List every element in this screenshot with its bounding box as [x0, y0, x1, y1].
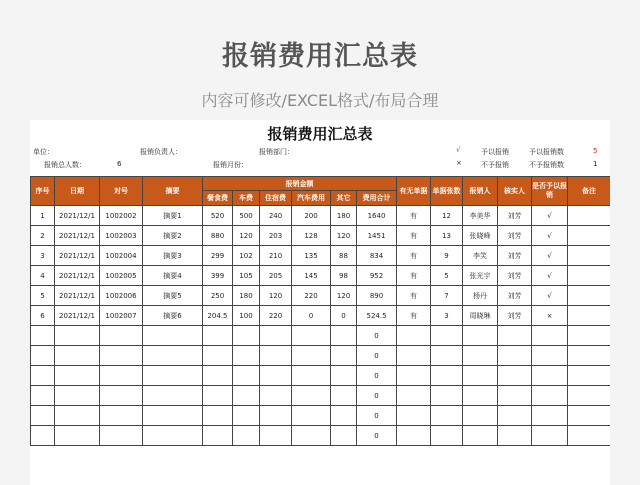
table-cell[interactable]: 1002006: [100, 286, 143, 306]
table-cell[interactable]: 摘要3: [143, 246, 203, 266]
table-cell[interactable]: [568, 206, 610, 226]
table-cell[interactable]: 120: [331, 226, 357, 246]
can-reimburse-count: 5: [593, 147, 598, 155]
table-cell[interactable]: [233, 366, 260, 386]
table-cell[interactable]: 李美华: [463, 206, 498, 226]
table-cell[interactable]: 1: [31, 206, 55, 226]
table-cell[interactable]: [331, 426, 357, 446]
table-cell[interactable]: [397, 386, 431, 406]
table-cell[interactable]: 880: [203, 226, 233, 246]
table-cell[interactable]: 204.5: [203, 306, 233, 326]
table-cell[interactable]: √: [532, 246, 568, 266]
table-cell[interactable]: 张晓峰: [463, 226, 498, 246]
table-cell[interactable]: 摘要5: [143, 286, 203, 306]
table-cell[interactable]: [203, 346, 233, 366]
table-cell[interactable]: 220: [260, 306, 292, 326]
table-cell[interactable]: 2021/12/1: [55, 306, 100, 326]
table-cell[interactable]: 刘芳: [498, 266, 532, 286]
table-cell[interactable]: [31, 426, 55, 446]
table-row: [31, 386, 611, 406]
table-cell[interactable]: [532, 346, 568, 366]
table-cell[interactable]: [498, 346, 532, 366]
table-cell[interactable]: [568, 266, 610, 286]
table-cell[interactable]: [498, 406, 532, 426]
table-cell[interactable]: 520: [203, 206, 233, 226]
table-cell[interactable]: [203, 406, 233, 426]
table-cell[interactable]: [292, 406, 331, 426]
table-cell[interactable]: ×: [532, 306, 568, 326]
table-cell[interactable]: [260, 426, 292, 446]
table-cell[interactable]: [568, 306, 610, 326]
table-cell[interactable]: 杨丹: [463, 286, 498, 306]
table-cell[interactable]: [203, 386, 233, 406]
table-cell[interactable]: 0: [292, 306, 331, 326]
table-cell[interactable]: [431, 346, 463, 366]
table-cell[interactable]: [55, 346, 100, 366]
table-cell[interactable]: [331, 366, 357, 386]
table-cell[interactable]: 1002004: [100, 246, 143, 266]
table-cell[interactable]: 98: [331, 266, 357, 286]
table-row: [31, 266, 611, 286]
table-cell[interactable]: 0: [357, 426, 397, 446]
table-cell[interactable]: [568, 386, 610, 406]
table-cell[interactable]: [292, 386, 331, 406]
table-cell[interactable]: [397, 366, 431, 386]
header-auto: 汽车费用: [292, 191, 331, 206]
table-cell[interactable]: [463, 346, 498, 366]
header-total: 费用合计: [357, 191, 397, 206]
table-cell[interactable]: 1451: [357, 226, 397, 246]
table-cell[interactable]: √: [532, 286, 568, 306]
table-cell[interactable]: [463, 366, 498, 386]
table-cell[interactable]: [463, 406, 498, 426]
table-cell[interactable]: [143, 406, 203, 426]
header-note: 备注: [568, 177, 610, 206]
table-cell[interactable]: [31, 386, 55, 406]
table-cell[interactable]: [233, 386, 260, 406]
table-cell[interactable]: 13: [431, 226, 463, 246]
table-cell[interactable]: [203, 366, 233, 386]
table-cell[interactable]: 2021/12/1: [55, 286, 100, 306]
table-cell[interactable]: 摘要6: [143, 306, 203, 326]
table-cell[interactable]: [55, 386, 100, 406]
table-cell[interactable]: 0: [357, 406, 397, 426]
table-cell[interactable]: [568, 246, 610, 266]
table-cell[interactable]: [498, 426, 532, 446]
table-cell[interactable]: [203, 426, 233, 446]
table-cell[interactable]: [143, 426, 203, 446]
table-cell[interactable]: 524.5: [357, 306, 397, 326]
table-cell[interactable]: 摘要2: [143, 226, 203, 246]
table-cell[interactable]: [143, 346, 203, 366]
table-cell[interactable]: 刘芳: [498, 286, 532, 306]
table-cell[interactable]: [568, 346, 610, 366]
table-cell[interactable]: [31, 366, 55, 386]
table-cell[interactable]: √: [532, 206, 568, 226]
table-cell[interactable]: 203: [260, 226, 292, 246]
month-label: 报销月份：: [213, 161, 248, 169]
header-approved: 是否予以报销: [532, 177, 568, 206]
table-cell[interactable]: [532, 426, 568, 446]
table-cell[interactable]: 220: [292, 286, 331, 306]
table-cell[interactable]: 2021/12/1: [55, 266, 100, 286]
table-row: [31, 246, 611, 266]
table-cell[interactable]: 0: [357, 346, 397, 366]
table-body: [31, 206, 611, 446]
header-meal: 餐食费: [203, 191, 233, 206]
table-cell[interactable]: 6: [31, 306, 55, 326]
unit-label: 单位：: [33, 148, 54, 156]
header-voucher: 对号: [100, 177, 143, 206]
table-cell[interactable]: 周晓琳: [463, 306, 498, 326]
cannot-reimburse-count: 1: [593, 160, 598, 168]
table-cell[interactable]: 有: [397, 206, 431, 226]
page-title: 报销费用汇总表: [222, 41, 418, 72]
table-cell[interactable]: [203, 326, 233, 346]
table-cell[interactable]: 有: [397, 226, 431, 246]
table-cell[interactable]: 128: [292, 226, 331, 246]
table-cell[interactable]: 500: [233, 206, 260, 226]
table-cell[interactable]: 有: [397, 246, 431, 266]
table-cell[interactable]: 210: [260, 246, 292, 266]
table-cell[interactable]: [397, 346, 431, 366]
table-cell[interactable]: 1002002: [100, 206, 143, 226]
header-approver: 核实人: [498, 177, 532, 206]
table-cell[interactable]: [260, 326, 292, 346]
table-cell[interactable]: 有: [397, 306, 431, 326]
total-people-label: 报销总人数：: [44, 161, 86, 169]
table-cell[interactable]: 299: [203, 246, 233, 266]
table-cell[interactable]: [397, 406, 431, 426]
table-cell[interactable]: 刘芳: [498, 206, 532, 226]
owner-label: 报销负责人：: [140, 148, 182, 156]
table-cell[interactable]: 2: [31, 226, 55, 246]
table-cell[interactable]: [431, 426, 463, 446]
table-cell[interactable]: 有: [397, 286, 431, 306]
table-cell[interactable]: [292, 346, 331, 366]
table-cell[interactable]: [568, 326, 610, 346]
table-cell[interactable]: [331, 406, 357, 426]
table-cell[interactable]: 240: [260, 206, 292, 226]
table-cell[interactable]: 张光宇: [463, 266, 498, 286]
table-cell[interactable]: 135: [292, 246, 331, 266]
spreadsheet: [30, 120, 610, 485]
header-seq: 序号: [31, 177, 55, 206]
table-cell[interactable]: [498, 386, 532, 406]
table-cell[interactable]: [292, 366, 331, 386]
table-cell[interactable]: 0: [357, 326, 397, 346]
table-cell[interactable]: [31, 326, 55, 346]
table-cell[interactable]: [31, 346, 55, 366]
table-cell[interactable]: 李笑: [463, 246, 498, 266]
header-amount-group: 报销金额: [203, 177, 397, 191]
table-row: [31, 306, 611, 326]
table-row: [31, 406, 611, 426]
table-cell[interactable]: [31, 406, 55, 426]
table-cell[interactable]: [397, 326, 431, 346]
table-cell[interactable]: 105: [233, 266, 260, 286]
table-cell[interactable]: 88: [331, 246, 357, 266]
table-cell[interactable]: [568, 226, 610, 246]
table-cell[interactable]: [463, 326, 498, 346]
table-cell[interactable]: [100, 326, 143, 346]
table-cell[interactable]: 1002007: [100, 306, 143, 326]
table-cell[interactable]: [331, 386, 357, 406]
table-cell[interactable]: 952: [357, 266, 397, 286]
table-cell[interactable]: [260, 386, 292, 406]
table-cell[interactable]: [532, 406, 568, 426]
table-row: [31, 426, 611, 446]
table-cell[interactable]: 12: [431, 206, 463, 226]
table-cell[interactable]: 834: [357, 246, 397, 266]
table-cell[interactable]: [233, 426, 260, 446]
table-cell[interactable]: 5: [431, 266, 463, 286]
table-cell[interactable]: [532, 386, 568, 406]
table-cell[interactable]: [498, 326, 532, 346]
header-has-receipt: 有无单据: [397, 177, 431, 206]
table-cell[interactable]: 摘要1: [143, 206, 203, 226]
table-cell[interactable]: 摘要4: [143, 266, 203, 286]
table-cell[interactable]: [100, 386, 143, 406]
table-cell[interactable]: 5: [31, 286, 55, 306]
table-cell[interactable]: √: [532, 266, 568, 286]
table-cell[interactable]: [431, 366, 463, 386]
can-reimburse-count-label: 予以报销数: [529, 148, 564, 156]
table-cell[interactable]: [331, 346, 357, 366]
table-cell[interactable]: 200: [292, 206, 331, 226]
table-cell[interactable]: 180: [233, 286, 260, 306]
header-car: 车费: [233, 191, 260, 206]
table-cell[interactable]: [143, 326, 203, 346]
table-row: [31, 366, 611, 386]
table-cell[interactable]: 有: [397, 266, 431, 286]
table-cell[interactable]: 刘芳: [498, 226, 532, 246]
header-date: 日期: [55, 177, 100, 206]
table-cell[interactable]: [568, 406, 610, 426]
cross-mark: ×: [456, 159, 462, 167]
table-cell[interactable]: [463, 386, 498, 406]
table-cell[interactable]: [260, 366, 292, 386]
header-hotel: 住宿费: [260, 191, 292, 206]
table-cell[interactable]: 2021/12/1: [55, 226, 100, 246]
table-cell[interactable]: 0: [357, 366, 397, 386]
table-row: [31, 206, 611, 226]
table-cell[interactable]: 3: [431, 306, 463, 326]
table-cell[interactable]: 7: [431, 286, 463, 306]
table-cell[interactable]: 100: [233, 306, 260, 326]
table-cell[interactable]: [143, 386, 203, 406]
table-cell[interactable]: 120: [260, 286, 292, 306]
header-summary: 摘要: [143, 177, 203, 206]
table-cell[interactable]: 刘芳: [498, 306, 532, 326]
table-cell[interactable]: [100, 406, 143, 426]
cannot-reimburse-count-label: 不予报销数: [529, 161, 564, 169]
table-cell[interactable]: 120: [331, 286, 357, 306]
table-cell[interactable]: 9: [431, 246, 463, 266]
table-cell[interactable]: 2021/12/1: [55, 246, 100, 266]
table-row: [31, 326, 611, 346]
table-cell[interactable]: [100, 346, 143, 366]
table-cell[interactable]: 399: [203, 266, 233, 286]
expense-table: [30, 176, 610, 446]
table-row: [31, 226, 611, 246]
header-receipt-count: 单据张数: [431, 177, 463, 206]
table-cell[interactable]: 890: [357, 286, 397, 306]
table-cell[interactable]: [260, 406, 292, 426]
table-cell[interactable]: 0: [331, 306, 357, 326]
page-subtitle: 内容可修改/EXCEL格式/布局合理: [201, 91, 439, 110]
table-cell[interactable]: [55, 366, 100, 386]
total-people: 6: [117, 160, 122, 168]
table-cell[interactable]: 145: [292, 266, 331, 286]
check-mark: √: [456, 146, 461, 154]
table-cell[interactable]: [100, 426, 143, 446]
table-cell[interactable]: √: [532, 226, 568, 246]
table-cell[interactable]: [568, 286, 610, 306]
header-other: 其它: [331, 191, 357, 206]
table-cell[interactable]: [100, 366, 143, 386]
table-cell[interactable]: [431, 326, 463, 346]
table-cell[interactable]: [233, 326, 260, 346]
table-cell[interactable]: 120: [233, 226, 260, 246]
table-cell[interactable]: 2021/12/1: [55, 206, 100, 226]
table-cell[interactable]: [55, 406, 100, 426]
table-cell[interactable]: [292, 326, 331, 346]
table-cell[interactable]: 1640: [357, 206, 397, 226]
table-cell[interactable]: 4: [31, 266, 55, 286]
table-cell[interactable]: 250: [203, 286, 233, 306]
table-cell[interactable]: 1002003: [100, 226, 143, 246]
table-row: [31, 286, 611, 306]
cannot-reimburse-label: 不予报销: [481, 161, 509, 169]
table-cell[interactable]: [233, 346, 260, 366]
table-cell[interactable]: [260, 346, 292, 366]
table-cell[interactable]: 1002005: [100, 266, 143, 286]
table-cell[interactable]: [532, 366, 568, 386]
table-cell[interactable]: [55, 426, 100, 446]
dept-label: 报销部门：: [259, 148, 294, 156]
table-cell[interactable]: 102: [233, 246, 260, 266]
table-cell[interactable]: 0: [357, 386, 397, 406]
table-cell[interactable]: [431, 386, 463, 406]
header-claimant: 报销人: [463, 177, 498, 206]
table-cell[interactable]: [532, 326, 568, 346]
table-cell[interactable]: [431, 406, 463, 426]
table-row: [31, 346, 611, 366]
table-cell[interactable]: [292, 426, 331, 446]
table-cell[interactable]: 205: [260, 266, 292, 286]
can-reimburse-label: 予以报销: [481, 148, 509, 156]
table-cell[interactable]: [55, 326, 100, 346]
table-cell[interactable]: [331, 326, 357, 346]
table-cell[interactable]: [463, 426, 498, 446]
sheet-title: 报销费用汇总表: [267, 125, 373, 143]
table-cell[interactable]: [568, 366, 610, 386]
table-cell[interactable]: 180: [331, 206, 357, 226]
table-cell[interactable]: [233, 406, 260, 426]
table-cell[interactable]: [143, 366, 203, 386]
table-cell[interactable]: 刘芳: [498, 246, 532, 266]
table-cell[interactable]: [568, 426, 610, 446]
table-cell[interactable]: 3: [31, 246, 55, 266]
table-cell[interactable]: [397, 426, 431, 446]
table-cell[interactable]: [498, 366, 532, 386]
